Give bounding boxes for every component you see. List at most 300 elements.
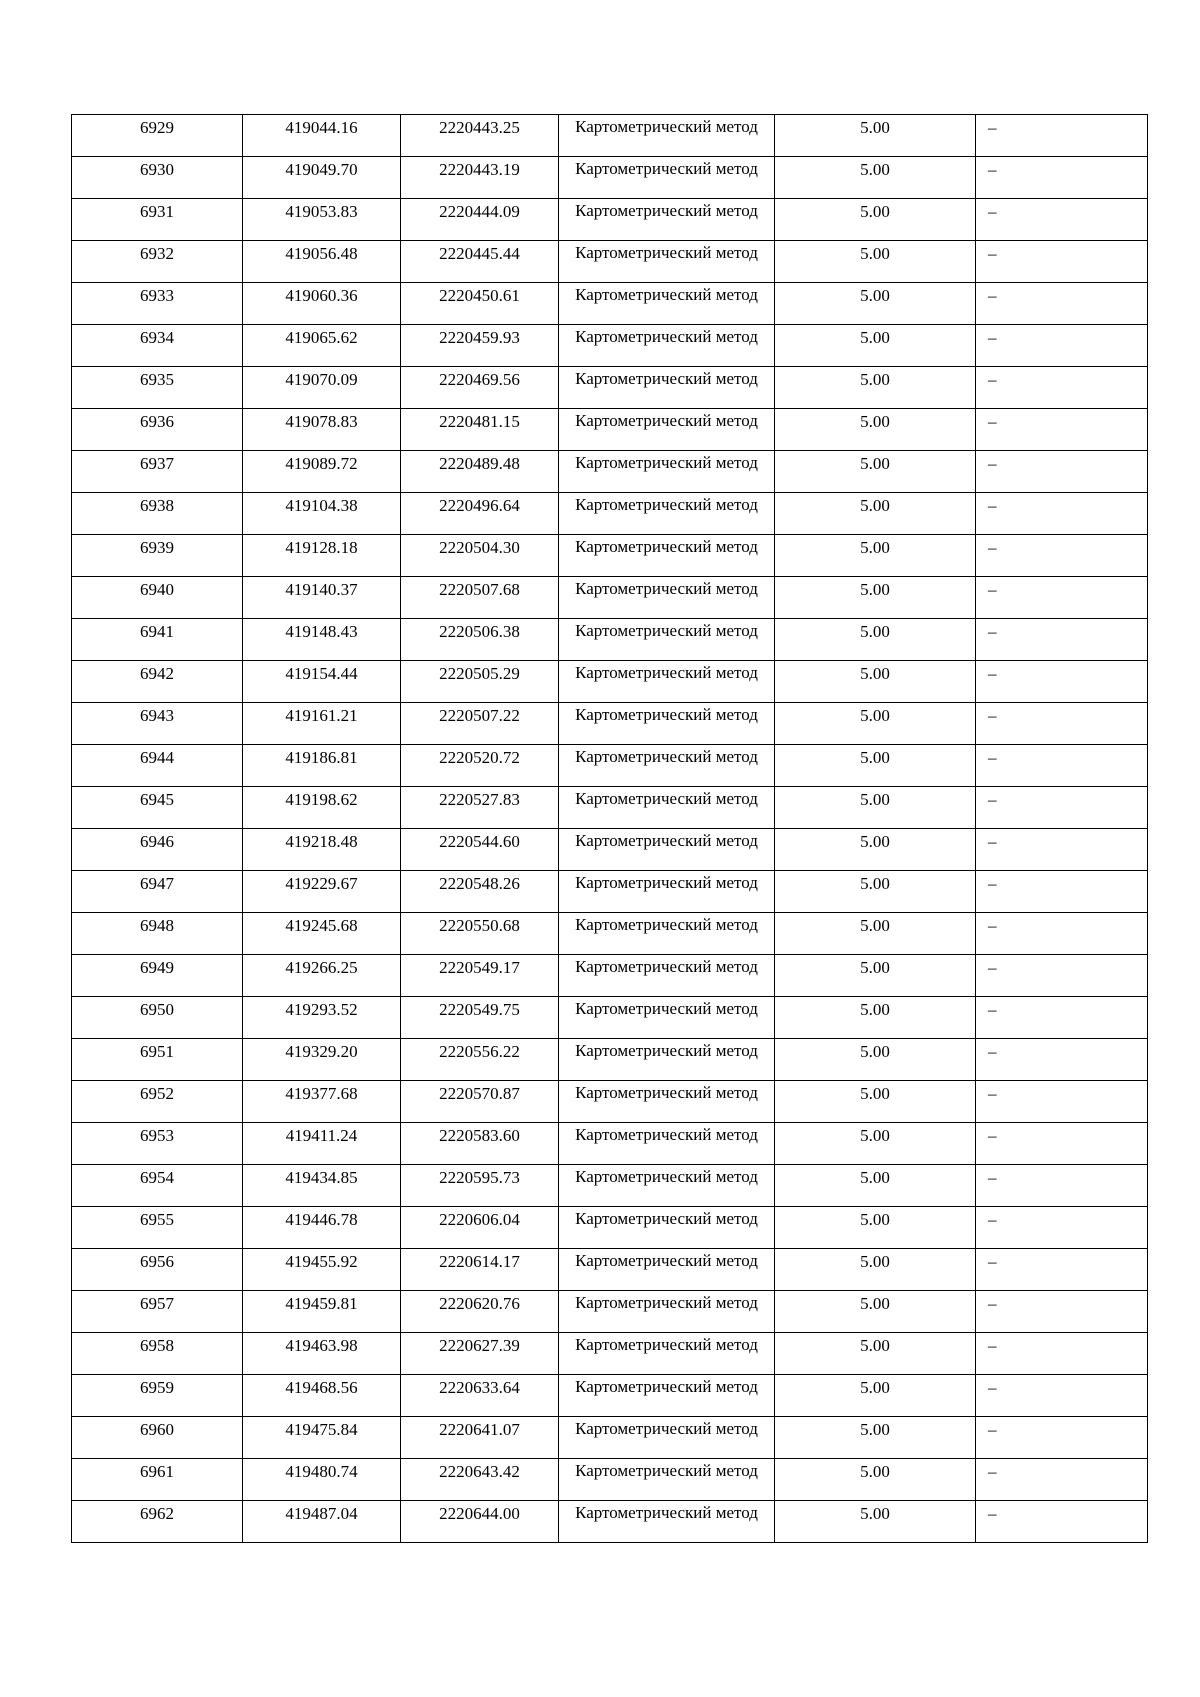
precision-text: 5.00 <box>860 1462 890 1481</box>
y-coordinate-text: 2220527.83 <box>439 790 520 809</box>
table-row <box>72 703 1148 745</box>
precision-text: 5.00 <box>860 454 890 473</box>
x-coordinate-text: 419186.81 <box>285 748 358 767</box>
precision-text: 5.00 <box>860 286 890 305</box>
precision-text: 5.00 <box>860 748 890 767</box>
note-text: – <box>988 1042 997 1061</box>
note-text: – <box>988 874 997 893</box>
method-text: Картометрический метод <box>575 1293 758 1312</box>
x-coordinate-cell <box>243 199 401 241</box>
note-cell <box>976 1417 1148 1459</box>
y-coordinate-text: 2220570.87 <box>439 1084 520 1103</box>
method-cell <box>559 745 775 787</box>
method-text: Картометрический метод <box>575 1083 758 1102</box>
method-cell <box>559 157 775 199</box>
y-coordinate-text: 2220507.22 <box>439 706 520 725</box>
method-cell <box>559 1459 775 1501</box>
method-text: Картометрический метод <box>575 537 758 556</box>
method-text: Картометрический метод <box>575 1461 758 1480</box>
method-text: Картометрический метод <box>575 789 758 808</box>
precision-cell <box>775 829 976 871</box>
precision-text: 5.00 <box>860 370 890 389</box>
y-coordinate-cell <box>401 199 559 241</box>
method-cell <box>559 1165 775 1207</box>
note-text: – <box>988 1420 997 1439</box>
precision-text: 5.00 <box>860 1084 890 1103</box>
table-row <box>72 115 1148 157</box>
note-text: – <box>988 1462 997 1481</box>
x-coordinate-text: 419161.21 <box>285 706 358 725</box>
note-cell <box>976 325 1148 367</box>
x-coordinate-cell <box>243 1207 401 1249</box>
precision-cell <box>775 955 976 997</box>
x-coordinate-text: 419065.62 <box>285 328 358 347</box>
method-cell <box>559 1375 775 1417</box>
point-number-cell <box>72 535 243 577</box>
method-text: Картометрический метод <box>575 1167 758 1186</box>
point-number-text: 6951 <box>140 1042 174 1061</box>
x-coordinate-cell <box>243 1459 401 1501</box>
method-cell <box>559 115 775 157</box>
note-text: – <box>988 958 997 977</box>
table-row <box>72 283 1148 325</box>
note-cell <box>976 1291 1148 1333</box>
note-cell <box>976 493 1148 535</box>
table-row <box>72 1207 1148 1249</box>
point-number-cell <box>72 241 243 283</box>
precision-cell <box>775 283 976 325</box>
y-coordinate-cell <box>401 1039 559 1081</box>
x-coordinate-text: 419475.84 <box>285 1420 358 1439</box>
precision-text: 5.00 <box>860 1000 890 1019</box>
y-coordinate-cell <box>401 829 559 871</box>
x-coordinate-text: 419056.48 <box>285 244 358 263</box>
x-coordinate-text: 419218.48 <box>285 832 358 851</box>
method-cell <box>559 409 775 451</box>
point-number-cell <box>72 1249 243 1291</box>
y-coordinate-cell <box>401 1501 559 1543</box>
point-number-text: 6957 <box>140 1294 174 1313</box>
x-coordinate-text: 419070.09 <box>285 370 358 389</box>
x-coordinate-cell <box>243 829 401 871</box>
table-row <box>72 1291 1148 1333</box>
method-cell <box>559 1081 775 1123</box>
point-number-text: 6940 <box>140 580 174 599</box>
point-number-cell <box>72 1417 243 1459</box>
method-cell <box>559 703 775 745</box>
y-coordinate-cell <box>401 325 559 367</box>
precision-cell <box>775 1039 976 1081</box>
precision-text: 5.00 <box>860 160 890 179</box>
table-row <box>72 1417 1148 1459</box>
point-number-cell <box>72 1207 243 1249</box>
point-number-text: 6930 <box>140 160 174 179</box>
table-row <box>72 451 1148 493</box>
note-text: – <box>988 538 997 557</box>
point-number-text: 6952 <box>140 1084 174 1103</box>
point-number-cell <box>72 157 243 199</box>
precision-text: 5.00 <box>860 118 890 137</box>
point-number-cell <box>72 283 243 325</box>
x-coordinate-text: 419154.44 <box>285 664 358 683</box>
y-coordinate-text: 2220450.61 <box>439 286 520 305</box>
point-number-cell <box>72 913 243 955</box>
precision-cell <box>775 1375 976 1417</box>
point-number-cell <box>72 997 243 1039</box>
method-cell <box>559 661 775 703</box>
point-number-text: 6949 <box>140 958 174 977</box>
point-number-text: 6929 <box>140 118 174 137</box>
x-coordinate-text: 419266.25 <box>285 958 358 977</box>
note-text: – <box>988 328 997 347</box>
y-coordinate-cell <box>401 115 559 157</box>
precision-cell <box>775 1291 976 1333</box>
y-coordinate-text: 2220556.22 <box>439 1042 520 1061</box>
note-text: – <box>988 622 997 641</box>
method-text: Картометрический метод <box>575 915 758 934</box>
precision-text: 5.00 <box>860 790 890 809</box>
method-text: Картометрический метод <box>575 243 758 262</box>
note-cell <box>976 1249 1148 1291</box>
precision-cell <box>775 1417 976 1459</box>
table-row <box>72 1081 1148 1123</box>
point-number-text: 6932 <box>140 244 174 263</box>
table-row <box>72 241 1148 283</box>
point-number-text: 6962 <box>140 1504 174 1523</box>
x-coordinate-cell <box>243 367 401 409</box>
method-text: Картометрический метод <box>575 1251 758 1270</box>
precision-text: 5.00 <box>860 328 890 347</box>
method-cell <box>559 913 775 955</box>
y-coordinate-text: 2220633.64 <box>439 1378 520 1397</box>
y-coordinate-text: 2220644.00 <box>439 1504 520 1523</box>
x-coordinate-cell <box>243 955 401 997</box>
y-coordinate-text: 2220496.64 <box>439 496 520 515</box>
y-coordinate-cell <box>401 619 559 661</box>
method-text: Картометрический метод <box>575 831 758 850</box>
precision-text: 5.00 <box>860 1126 890 1145</box>
y-coordinate-cell <box>401 1417 559 1459</box>
y-coordinate-cell <box>401 577 559 619</box>
method-text: Картометрический метод <box>575 327 758 346</box>
method-text: Картометрический метод <box>575 369 758 388</box>
x-coordinate-cell <box>243 1291 401 1333</box>
point-number-text: 6939 <box>140 538 174 557</box>
precision-cell <box>775 493 976 535</box>
y-coordinate-cell <box>401 535 559 577</box>
y-coordinate-cell <box>401 409 559 451</box>
point-number-cell <box>72 1291 243 1333</box>
note-text: – <box>988 496 997 515</box>
point-number-text: 6955 <box>140 1210 174 1229</box>
point-number-cell <box>72 787 243 829</box>
note-cell <box>976 1081 1148 1123</box>
note-cell <box>976 409 1148 451</box>
point-number-text: 6958 <box>140 1336 174 1355</box>
x-coordinate-text: 419044.16 <box>285 118 358 137</box>
y-coordinate-text: 2220481.15 <box>439 412 520 431</box>
precision-text: 5.00 <box>860 664 890 683</box>
y-coordinate-text: 2220627.39 <box>439 1336 520 1355</box>
point-number-cell <box>72 1501 243 1543</box>
method-text: Картометрический метод <box>575 285 758 304</box>
method-text: Картометрический метод <box>575 1125 758 1144</box>
note-cell <box>976 829 1148 871</box>
method-text: Картометрический метод <box>575 747 758 766</box>
note-text: – <box>988 286 997 305</box>
y-coordinate-cell <box>401 1123 559 1165</box>
precision-text: 5.00 <box>860 1252 890 1271</box>
note-text: – <box>988 370 997 389</box>
y-coordinate-cell <box>401 661 559 703</box>
precision-cell <box>775 325 976 367</box>
note-text: – <box>988 244 997 263</box>
x-coordinate-text: 419487.04 <box>285 1504 358 1523</box>
precision-text: 5.00 <box>860 538 890 557</box>
note-text: – <box>988 1504 997 1523</box>
point-number-text: 6937 <box>140 454 174 473</box>
x-coordinate-text: 419411.24 <box>285 1126 358 1145</box>
x-coordinate-text: 419078.83 <box>285 412 358 431</box>
method-cell <box>559 535 775 577</box>
point-number-cell <box>72 745 243 787</box>
x-coordinate-cell <box>243 619 401 661</box>
x-coordinate-cell <box>243 1417 401 1459</box>
y-coordinate-text: 2220489.48 <box>439 454 520 473</box>
note-cell <box>976 1165 1148 1207</box>
x-coordinate-cell <box>243 871 401 913</box>
method-text: Картометрический метод <box>575 411 758 430</box>
x-coordinate-text: 419329.20 <box>285 1042 358 1061</box>
precision-cell <box>775 409 976 451</box>
precision-text: 5.00 <box>860 202 890 221</box>
x-coordinate-text: 419446.78 <box>285 1210 358 1229</box>
note-cell <box>976 787 1148 829</box>
point-number-cell <box>72 1165 243 1207</box>
note-cell <box>976 1207 1148 1249</box>
point-number-text: 6943 <box>140 706 174 725</box>
x-coordinate-text: 419060.36 <box>285 286 358 305</box>
point-number-text: 6933 <box>140 286 174 305</box>
point-number-text: 6959 <box>140 1378 174 1397</box>
point-number-text: 6942 <box>140 664 174 683</box>
table-row <box>72 1375 1148 1417</box>
table-row <box>72 871 1148 913</box>
point-number-cell <box>72 1333 243 1375</box>
x-coordinate-cell <box>243 787 401 829</box>
y-coordinate-cell <box>401 703 559 745</box>
precision-cell <box>775 745 976 787</box>
y-coordinate-cell <box>401 241 559 283</box>
precision-cell <box>775 661 976 703</box>
precision-cell <box>775 787 976 829</box>
x-coordinate-text: 419229.67 <box>285 874 358 893</box>
x-coordinate-cell <box>243 577 401 619</box>
method-cell <box>559 1039 775 1081</box>
y-coordinate-text: 2220520.72 <box>439 748 520 767</box>
note-cell <box>976 913 1148 955</box>
table-row <box>72 1459 1148 1501</box>
y-coordinate-text: 2220620.76 <box>439 1294 520 1313</box>
x-coordinate-text: 419463.98 <box>285 1336 358 1355</box>
x-coordinate-text: 419053.83 <box>285 202 358 221</box>
method-cell <box>559 577 775 619</box>
y-coordinate-cell <box>401 997 559 1039</box>
y-coordinate-text: 2220606.04 <box>439 1210 520 1229</box>
point-number-text: 6934 <box>140 328 174 347</box>
note-text: – <box>988 1000 997 1019</box>
note-cell <box>976 535 1148 577</box>
precision-text: 5.00 <box>860 1042 890 1061</box>
y-coordinate-cell <box>401 787 559 829</box>
note-cell <box>976 157 1148 199</box>
point-number-text: 6960 <box>140 1420 174 1439</box>
x-coordinate-cell <box>243 1165 401 1207</box>
method-cell <box>559 241 775 283</box>
y-coordinate-cell <box>401 1291 559 1333</box>
y-coordinate-text: 2220549.17 <box>439 958 520 977</box>
note-cell <box>976 367 1148 409</box>
note-text: – <box>988 706 997 725</box>
note-cell <box>976 577 1148 619</box>
precision-cell <box>775 1459 976 1501</box>
precision-cell <box>775 1165 976 1207</box>
x-coordinate-cell <box>243 661 401 703</box>
y-coordinate-cell <box>401 451 559 493</box>
precision-cell <box>775 1123 976 1165</box>
note-cell <box>976 1501 1148 1543</box>
note-text: – <box>988 1168 997 1187</box>
note-cell <box>976 1123 1148 1165</box>
x-coordinate-text: 419377.68 <box>285 1084 358 1103</box>
method-text: Картометрический метод <box>575 117 758 136</box>
note-text: – <box>988 1252 997 1271</box>
x-coordinate-text: 419293.52 <box>285 1000 358 1019</box>
x-coordinate-text: 419089.72 <box>285 454 358 473</box>
method-cell <box>559 451 775 493</box>
point-number-text: 6947 <box>140 874 174 893</box>
precision-cell <box>775 1249 976 1291</box>
point-number-cell <box>72 619 243 661</box>
x-coordinate-cell <box>243 241 401 283</box>
y-coordinate-text: 2220583.60 <box>439 1126 520 1145</box>
table-row <box>72 535 1148 577</box>
method-text: Картометрический метод <box>575 621 758 640</box>
method-cell <box>559 997 775 1039</box>
precision-cell <box>775 115 976 157</box>
method-cell <box>559 1501 775 1543</box>
table-row <box>72 787 1148 829</box>
x-coordinate-cell <box>243 1081 401 1123</box>
point-number-text: 6944 <box>140 748 174 767</box>
note-text: – <box>988 454 997 473</box>
precision-text: 5.00 <box>860 244 890 263</box>
table-body <box>72 115 1148 1543</box>
point-number-cell <box>72 1375 243 1417</box>
y-coordinate-text: 2220444.09 <box>439 202 520 221</box>
note-cell <box>976 871 1148 913</box>
precision-text: 5.00 <box>860 1210 890 1229</box>
x-coordinate-text: 419459.81 <box>285 1294 358 1313</box>
note-cell <box>976 241 1148 283</box>
table-row <box>72 1333 1148 1375</box>
x-coordinate-cell <box>243 1039 401 1081</box>
precision-cell <box>775 871 976 913</box>
point-number-text: 6961 <box>140 1462 174 1481</box>
note-text: – <box>988 748 997 767</box>
y-coordinate-cell <box>401 1165 559 1207</box>
method-cell <box>559 871 775 913</box>
table-row <box>72 955 1148 997</box>
y-coordinate-cell <box>401 1081 559 1123</box>
precision-text: 5.00 <box>860 1168 890 1187</box>
precision-cell <box>775 535 976 577</box>
precision-cell <box>775 1207 976 1249</box>
precision-cell <box>775 157 976 199</box>
precision-cell <box>775 367 976 409</box>
y-coordinate-text: 2220459.93 <box>439 328 520 347</box>
point-number-text: 6945 <box>140 790 174 809</box>
x-coordinate-cell <box>243 1123 401 1165</box>
x-coordinate-text: 419140.37 <box>285 580 358 599</box>
y-coordinate-text: 2220507.68 <box>439 580 520 599</box>
method-text: Картометрический метод <box>575 1335 758 1354</box>
precision-cell <box>775 619 976 661</box>
y-coordinate-cell <box>401 913 559 955</box>
x-coordinate-text: 419455.92 <box>285 1252 358 1271</box>
x-coordinate-cell <box>243 115 401 157</box>
method-text: Картометрический метод <box>575 1503 758 1522</box>
point-number-text: 6938 <box>140 496 174 515</box>
method-text: Картометрический метод <box>575 1041 758 1060</box>
note-text: – <box>988 412 997 431</box>
x-coordinate-cell <box>243 409 401 451</box>
table-row <box>72 1123 1148 1165</box>
x-coordinate-text: 419049.70 <box>285 160 358 179</box>
y-coordinate-cell <box>401 283 559 325</box>
method-cell <box>559 1123 775 1165</box>
precision-text: 5.00 <box>860 1504 890 1523</box>
note-text: – <box>988 664 997 683</box>
y-coordinate-text: 2220643.42 <box>439 1462 520 1481</box>
precision-cell <box>775 703 976 745</box>
precision-cell <box>775 451 976 493</box>
x-coordinate-cell <box>243 1375 401 1417</box>
y-coordinate-text: 2220544.60 <box>439 832 520 851</box>
table-row <box>72 829 1148 871</box>
point-number-cell <box>72 703 243 745</box>
y-coordinate-text: 2220505.29 <box>439 664 520 683</box>
point-number-text: 6936 <box>140 412 174 431</box>
note-text: – <box>988 790 997 809</box>
table-row <box>72 325 1148 367</box>
x-coordinate-cell <box>243 1501 401 1543</box>
x-coordinate-cell <box>243 535 401 577</box>
x-coordinate-text: 419245.68 <box>285 916 358 935</box>
x-coordinate-cell <box>243 283 401 325</box>
precision-cell <box>775 577 976 619</box>
method-cell <box>559 955 775 997</box>
y-coordinate-text: 2220469.56 <box>439 370 520 389</box>
table-row <box>72 493 1148 535</box>
x-coordinate-cell <box>243 1249 401 1291</box>
y-coordinate-text: 2220614.17 <box>439 1252 520 1271</box>
precision-text: 5.00 <box>860 622 890 641</box>
precision-cell <box>775 997 976 1039</box>
y-coordinate-cell <box>401 157 559 199</box>
x-coordinate-cell <box>243 1333 401 1375</box>
x-coordinate-cell <box>243 493 401 535</box>
